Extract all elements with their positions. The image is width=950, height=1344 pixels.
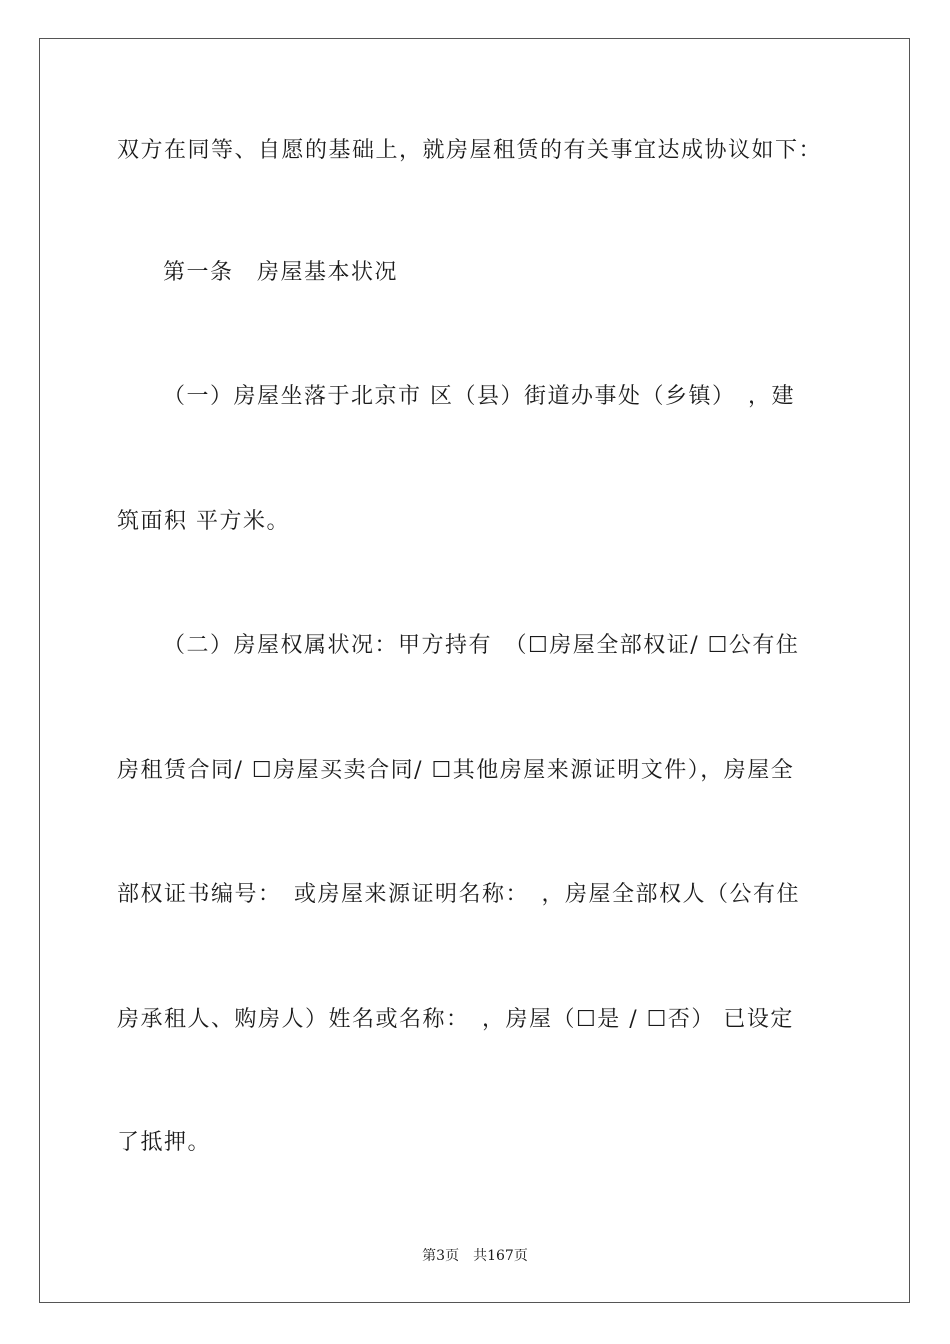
article-1-heading: 第一条 房屋基本状况 bbox=[163, 260, 399, 285]
clause-1-line-2: 筑面积 平方米。 bbox=[117, 509, 290, 534]
clause-2-line-4: 房承租人、购房人）姓名或名称： ，房屋（☐是 / ☐否） 已设定 bbox=[117, 1007, 794, 1032]
page-border bbox=[39, 38, 910, 1303]
clause-2-line-5: 了抵押。 bbox=[117, 1130, 212, 1155]
page-footer bbox=[0, 1246, 950, 1266]
clause-2-line-3: 部权证书编号： 或房屋来源证明名称： ，房屋全部权人（公有住 bbox=[117, 882, 801, 907]
clause-2-line-2: 房租赁合同/ ☐房屋买卖合同/ ☐其他房屋来源证明文件），房屋全 bbox=[117, 758, 795, 783]
paragraph-intro-line: 双方在同等、自愿的基础上，就房屋租赁的有关事宜达成协议如下： bbox=[117, 138, 823, 163]
page-total: 共167页 bbox=[473, 1248, 528, 1264]
clause-1-line-1: （一）房屋坐落于北京市 区（县）街道办事处（乡镇） ，建 bbox=[163, 384, 795, 409]
page-number: 第3页 bbox=[422, 1248, 460, 1264]
clause-2-line-1: （二）房屋权属状况：甲方持有 （☐房屋全部权证/ ☐公有住 bbox=[163, 633, 800, 658]
